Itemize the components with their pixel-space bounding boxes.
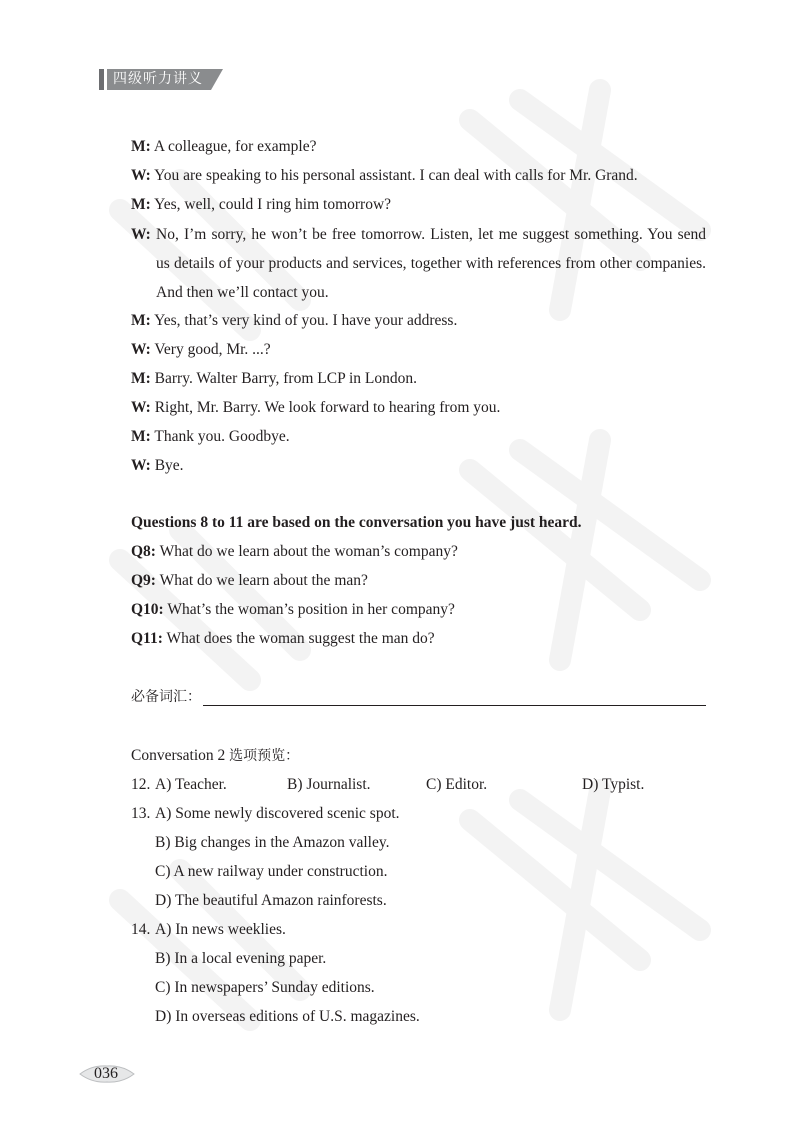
question-item	[131, 600, 706, 620]
questions-heading: Questions 8 to 11 are based on the conversation you have just heard.	[131, 514, 582, 531]
vocab-blank-line[interactable]	[203, 705, 706, 706]
question-number: Q8:	[131, 543, 156, 560]
question-number: Q11:	[131, 630, 163, 647]
dialogue-text: Thank you. Goodbye.	[154, 428, 290, 445]
dialogue-text: Yes, that’s very kind of you. I have your address.	[154, 312, 458, 329]
question-text: What does the woman suggest the man do?	[166, 630, 435, 647]
dialogue-line	[131, 456, 706, 476]
dialogue-text: Yes, well, could I ring him tomorrow?	[154, 196, 392, 213]
speaker-label: W:	[131, 341, 151, 358]
option-a: A) In news weeklies.	[155, 921, 286, 938]
option-d: D) The beautiful Amazon rainforests.	[155, 892, 387, 909]
header-title: 四级听力讲义	[113, 71, 203, 87]
dialogue-line	[131, 137, 706, 157]
page-number: 036	[94, 1065, 118, 1082]
speaker-label: M:	[131, 312, 151, 329]
question-item	[131, 571, 706, 591]
question-number: 13.	[131, 805, 151, 822]
speaker-label: M:	[131, 138, 151, 155]
option-c: C) Editor.	[426, 776, 488, 793]
speaker-label: W:	[131, 457, 151, 474]
question-number: Q10:	[131, 601, 164, 618]
speaker-label: M:	[131, 196, 151, 213]
option-b: B) Big changes in the Amazon valley.	[155, 834, 390, 851]
option-d: D) In overseas editions of U.S. magazines.	[155, 1008, 420, 1025]
question-number: 12.	[131, 776, 151, 793]
speaker-label: W:	[131, 167, 151, 184]
dialogue-line	[131, 340, 706, 360]
question-text: What do we learn about the man?	[159, 572, 368, 589]
speaker-label: W:	[131, 399, 151, 416]
dialogue-text: A colleague, for example?	[153, 138, 317, 155]
question-text: What’s the woman’s position in her company?	[167, 601, 455, 618]
dialogue-text: Bye.	[154, 457, 184, 474]
question-item	[131, 542, 706, 562]
dialogue-text: Very good, Mr. ...?	[154, 341, 271, 358]
question-number: 14.	[131, 921, 151, 938]
dialogue-text: Barry. Walter Barry, from LCP in London.	[154, 370, 418, 387]
dialogue-line	[131, 166, 706, 186]
option-c: C) In newspapers’ Sunday editions.	[155, 979, 375, 996]
option-d: D) Typist.	[582, 776, 645, 793]
dialogue-line	[131, 398, 706, 418]
option-b: B) Journalist.	[287, 776, 371, 793]
chapter-header-tab	[99, 69, 223, 90]
dialogue-text: No, I’m sorry, he won’t be free tomorrow. Listen, let me suggest something. You send us details of your products and services, together with references from other companies. And then we’ll contact you.	[156, 226, 706, 301]
dialogue-text: You are speaking to his personal assistant. I can deal with calls for Mr. Grand.	[154, 167, 638, 184]
dialogue-paragraph	[131, 220, 706, 307]
dialogue-line	[131, 311, 706, 331]
dialogue-line	[131, 195, 706, 215]
header-accent-bar	[99, 69, 104, 90]
option-a: A) Some newly discovered scenic spot.	[155, 805, 400, 822]
question-number: Q9:	[131, 572, 156, 589]
option-a: A) Teacher.	[155, 776, 227, 793]
speaker-label: M:	[131, 370, 151, 387]
speaker-label: W:	[131, 226, 151, 243]
speaker-label: M:	[131, 428, 151, 445]
header-tab-arrow	[211, 69, 223, 90]
question-text: What do we learn about the woman’s company?	[159, 543, 458, 560]
question-item	[131, 629, 706, 649]
dialogue-line	[131, 369, 706, 389]
preview-title: Conversation 2 选项预览：	[131, 747, 300, 764]
dialogue-line	[131, 427, 706, 447]
page-number-badge	[78, 1063, 136, 1085]
option-b: B) In a local evening paper.	[155, 950, 327, 967]
dialogue-text: Right, Mr. Barry. We look forward to hearing from you.	[154, 399, 501, 416]
option-c: C) A new railway under construction.	[155, 863, 388, 880]
vocab-label: 必备词汇：	[131, 689, 201, 705]
